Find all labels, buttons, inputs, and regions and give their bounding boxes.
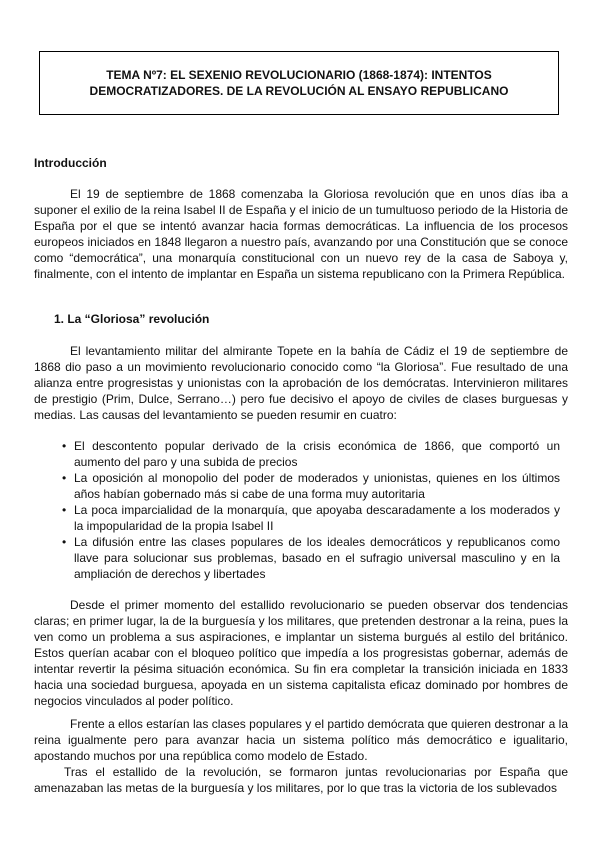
list-item: • El descontento popular derivado de la crisis económica de 1866, que comportó un aumento del paro y una subida de precios [62, 439, 560, 469]
section-1-paragraph-1: El levantamiento militar del almirante Topete en la bahía de Cádiz el 19 de septiembre de 1868 dio paso a un movimiento revolucionario conocido como “la Gloriosa”. Fue resultado de una alianza entre progresistas y unionistas con la aprobación de los demócratas. Intervinieron militares de prestigio (Prim, Dulce, Serrano…) pero fue decisivo el apoyo de civiles de clases burguesas y medias. Las causas del levantamiento se pueden resumir en cuatro: [34, 344, 568, 422]
list-item: • La difusión entre las clases populares de los ideales democráticos y republicanos como llave para solucionar sus problemas, basado en el sufragio universal masculino y en la ampliación de derechos y libertades [62, 535, 560, 581]
bullet-icon: • [62, 439, 67, 453]
bullet-icon: • [62, 503, 67, 517]
list-item: • La oposición al monopolio del poder de moderados y unionistas, quienes en los últimos años habían gobernado más si cabe de una forma muy autoritaria [62, 471, 560, 501]
causes-list [52, 438, 560, 582]
section-1-paragraph-3: Frente a ellos estarían las clases populares y el partido demócrata que quieren destronar a la reina igualmente pero para avanzar hacia un sistema político más democrático e igualitario, apostando muchos por una república como modelo de Estado. [34, 717, 568, 763]
intro-heading: Introducción [34, 156, 107, 170]
bullet-icon: • [62, 535, 67, 549]
section-1-heading: 1. La “Gloriosa” revolución [54, 312, 210, 326]
section-1-paragraph-4: Tras el estallido de la revolución, se formaron juntas revolucionarias por España que amenazaban las metas de la burguesía y los militares, por lo que tras la victoria de los sublevados [34, 765, 568, 795]
list-item: • La poca imparcialidad de la monarquía, que apoyaba descaradamente a los moderados y la impopularidad de la propia Isabel II [62, 503, 560, 533]
intro-paragraph: El 19 de septiembre de 1868 comenzaba la Gloriosa revolución que en unos días iba a suponer el exilio de la reina Isabel II de España y el inicio de un tumultuoso periodo de la Historia de España por el que se intentó avanzar hacia formas democráticas. La influencia de los procesos europeos iniciados en 1848 llegaron a nuestro país, avanzando por una Constitución que se conoce como “democrática”, una monarquía constitucional con un nuevo rey de la casa de Saboya y, finalmente, con el intento de implantar en España un sistema republicano con la Primera República. [34, 187, 568, 281]
document-title-box [39, 51, 559, 115]
bullet-icon: • [62, 471, 67, 485]
document-title: TEMA Nº7: EL SEXENIO REVOLUCIONARIO (1868-1874): INTENTOS DEMOCRATIZADORES. DE LA REVOLUCIÓN AL ENSAYO REPUBLICANO [89, 68, 509, 98]
section-1-paragraph-2: Desde el primer momento del estallido revolucionario se pueden observar dos tendencias claras; en primer lugar, la de la burguesía y los militares, que pretenden destronar a la reina, pues la ven como un problema a sus aspiraciones, e implantar un sistema burgués al estilo del británico. Estos querían acabar con el bloqueo político que impedía a los progresistas gobernar, además de intentar revertir la pésima situación económica. Su fin era completar la transición iniciada en 1833 hacia una sociedad burguesa, apoyada en un sistema capitalista eficaz dominado por hombres de negocios vinculados al poder político. [34, 598, 568, 708]
